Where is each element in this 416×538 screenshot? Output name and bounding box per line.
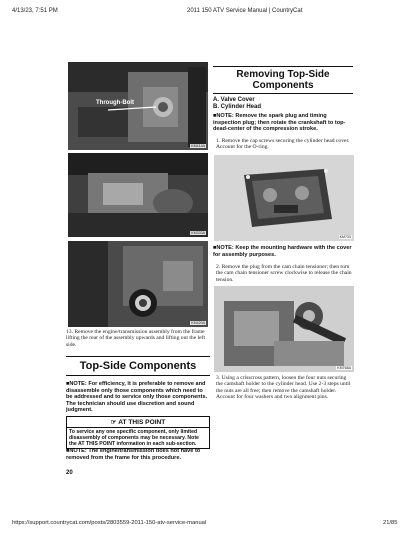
- note-mounting-hardware: ■NOTE: Keep the mounting hardware with the cover for assembly purposes.: [213, 245, 352, 258]
- through-bolt-label: Through-Bolt: [96, 100, 134, 106]
- photo-code: KM414A: [191, 144, 205, 148]
- photo-engine-bolt: [68, 241, 208, 327]
- photo-code: KM733: [339, 235, 351, 239]
- photo-code: KM333A: [191, 231, 205, 235]
- step-1: 1. Remove the cap screws securing the cylinder head cover. Account for the O-ring.: [216, 138, 350, 151]
- note-frame: ■NOTE: The engine/transmission does not have to removed from the frame for this procedure.: [66, 448, 201, 461]
- section-title-removing-top-side: [213, 66, 353, 94]
- print-title: 2011 150 ATV Service Manual | CountryCat: [187, 8, 303, 14]
- at-this-point-box: [66, 416, 210, 449]
- at-this-point-header: [67, 417, 209, 428]
- step-2: 2. Remove the plug from the cam chain tensioner; then turn the cam chain tensioner screw clockwise to release the chain tension.: [216, 264, 352, 283]
- subsection-a: A. Valve Cover: [213, 97, 255, 103]
- note-efficiency: ■NOTE: For efficiency, it is preferable to remove and disassemble only those components which need to be addressed and to service only those components. The technician should use discretion and sound judgment.: [66, 381, 208, 414]
- subsection-list: [213, 97, 261, 111]
- at-this-point-body: To service any one specific component, only limited disassembly of components may be necessary. Note the AT THIS POINT information in each sub-section.: [69, 429, 199, 447]
- section-title-line1: Removing Top-Side: [236, 69, 330, 80]
- note-spark-plug: ■NOTE: Remove the spark plug and timing inspection plug; then rotate the crankshaft to top-dead-center of the compression stroke.: [213, 113, 346, 133]
- page-number: 20: [66, 470, 73, 476]
- step-3: 3. Using a crisscross pattern, loosen the four nuts securing the camshaft holder to the cylinder head. Use 2-3 steps until the nuts are all free; then remove the camshaft holder. Account for four washers and two alignment pins.: [216, 375, 351, 401]
- subsection-b: B. Cylinder Head: [213, 104, 262, 110]
- at-this-point-heading: AT THIS POINT: [118, 419, 166, 426]
- print-page-count: 21/85: [383, 520, 398, 526]
- photo-code: KM768A: [337, 366, 351, 370]
- photo-through-bolt: [68, 62, 208, 150]
- print-url: https://support.countrycat.com/posts/2803559-2011-150-atv-service-manual: [12, 520, 207, 526]
- photo-valve-cover: [214, 155, 354, 241]
- step-13: 13. Remove the engine/transmission assembly from the frame lifting the rear of the assembly upwards and lifting out the left side.: [66, 329, 206, 348]
- section-title-top-side-components: Top-Side Components: [66, 356, 210, 376]
- photo-cam-chain-tensioner: [214, 286, 354, 372]
- pointing-hand-icon: ☞: [110, 419, 117, 426]
- section-title-line2: Components: [252, 80, 314, 91]
- photo-engine-mount: [68, 153, 208, 237]
- print-datetime: 4/13/23, 7:51 PM: [12, 8, 58, 14]
- photo-code: KM420A: [191, 321, 205, 325]
